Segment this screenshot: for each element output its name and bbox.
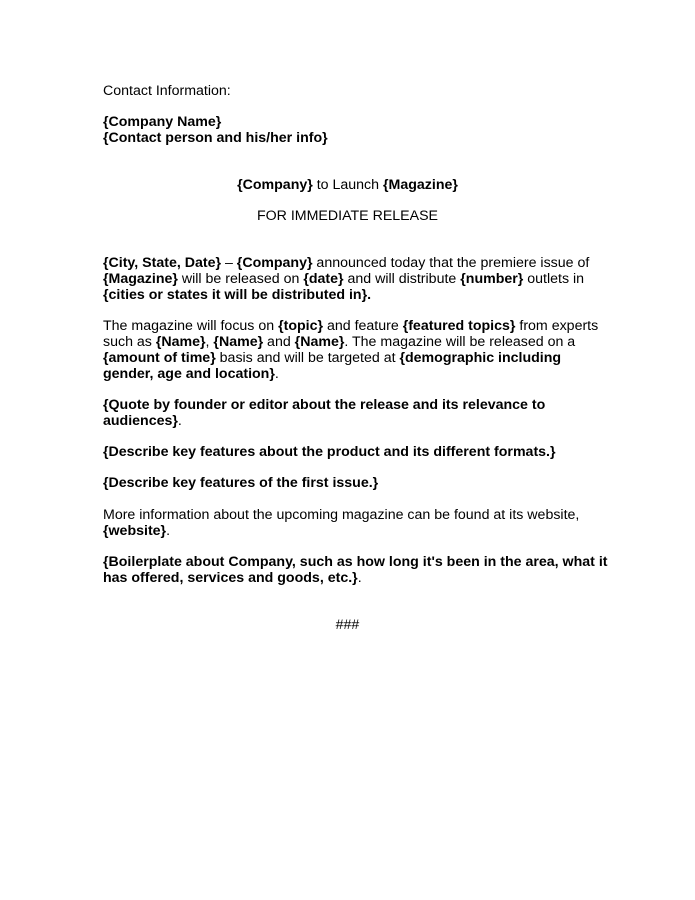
release-line: FOR IMMEDIATE RELEASE xyxy=(256,208,439,224)
company-name-placeholder: {Company Name} xyxy=(103,114,222,130)
document-page: Contact Information: {Company Name} {Contact person and his/her info} {Company} to Launch {Magazine} FOR IMMEDIATE RELEASE {City, State, Date} – {Company} announced today that the premiere issue of {Magazine} will be released on {date} and will distribute {number} outlets in {cities or states it will be distributed in}. The magazine will focus on {topic} and feature {featured topics} from experts such as {Name}, {Name} and {Name}. The magazine will be released on a {amount of time} basis and will be targeted at {demographic including gender, age and location}. {Quote by founder or editor about the release and its relevance to audiences}. {Describe key features about the product and its different formats.} {Describe key features of the first issue.} More information about the upcoming magazine can be found at its website, {website}. {Boilerplate about Company, such as how long it's been in the area, what it has offered, services and goods, etc.}. ### xyxy=(0,0,695,900)
paragraph-first-issue: {Describe key features of the first issue.} xyxy=(103,475,379,491)
contact-heading: Contact Information: xyxy=(103,83,231,99)
contact-person-placeholder: {Contact person and his/her info} xyxy=(103,130,328,146)
headline: {Company} to Launch {Magazine} xyxy=(237,177,458,193)
end-mark: ### xyxy=(335,617,360,633)
paragraph-product-features: {Describe key features about the product and its different formats.} xyxy=(103,444,556,460)
